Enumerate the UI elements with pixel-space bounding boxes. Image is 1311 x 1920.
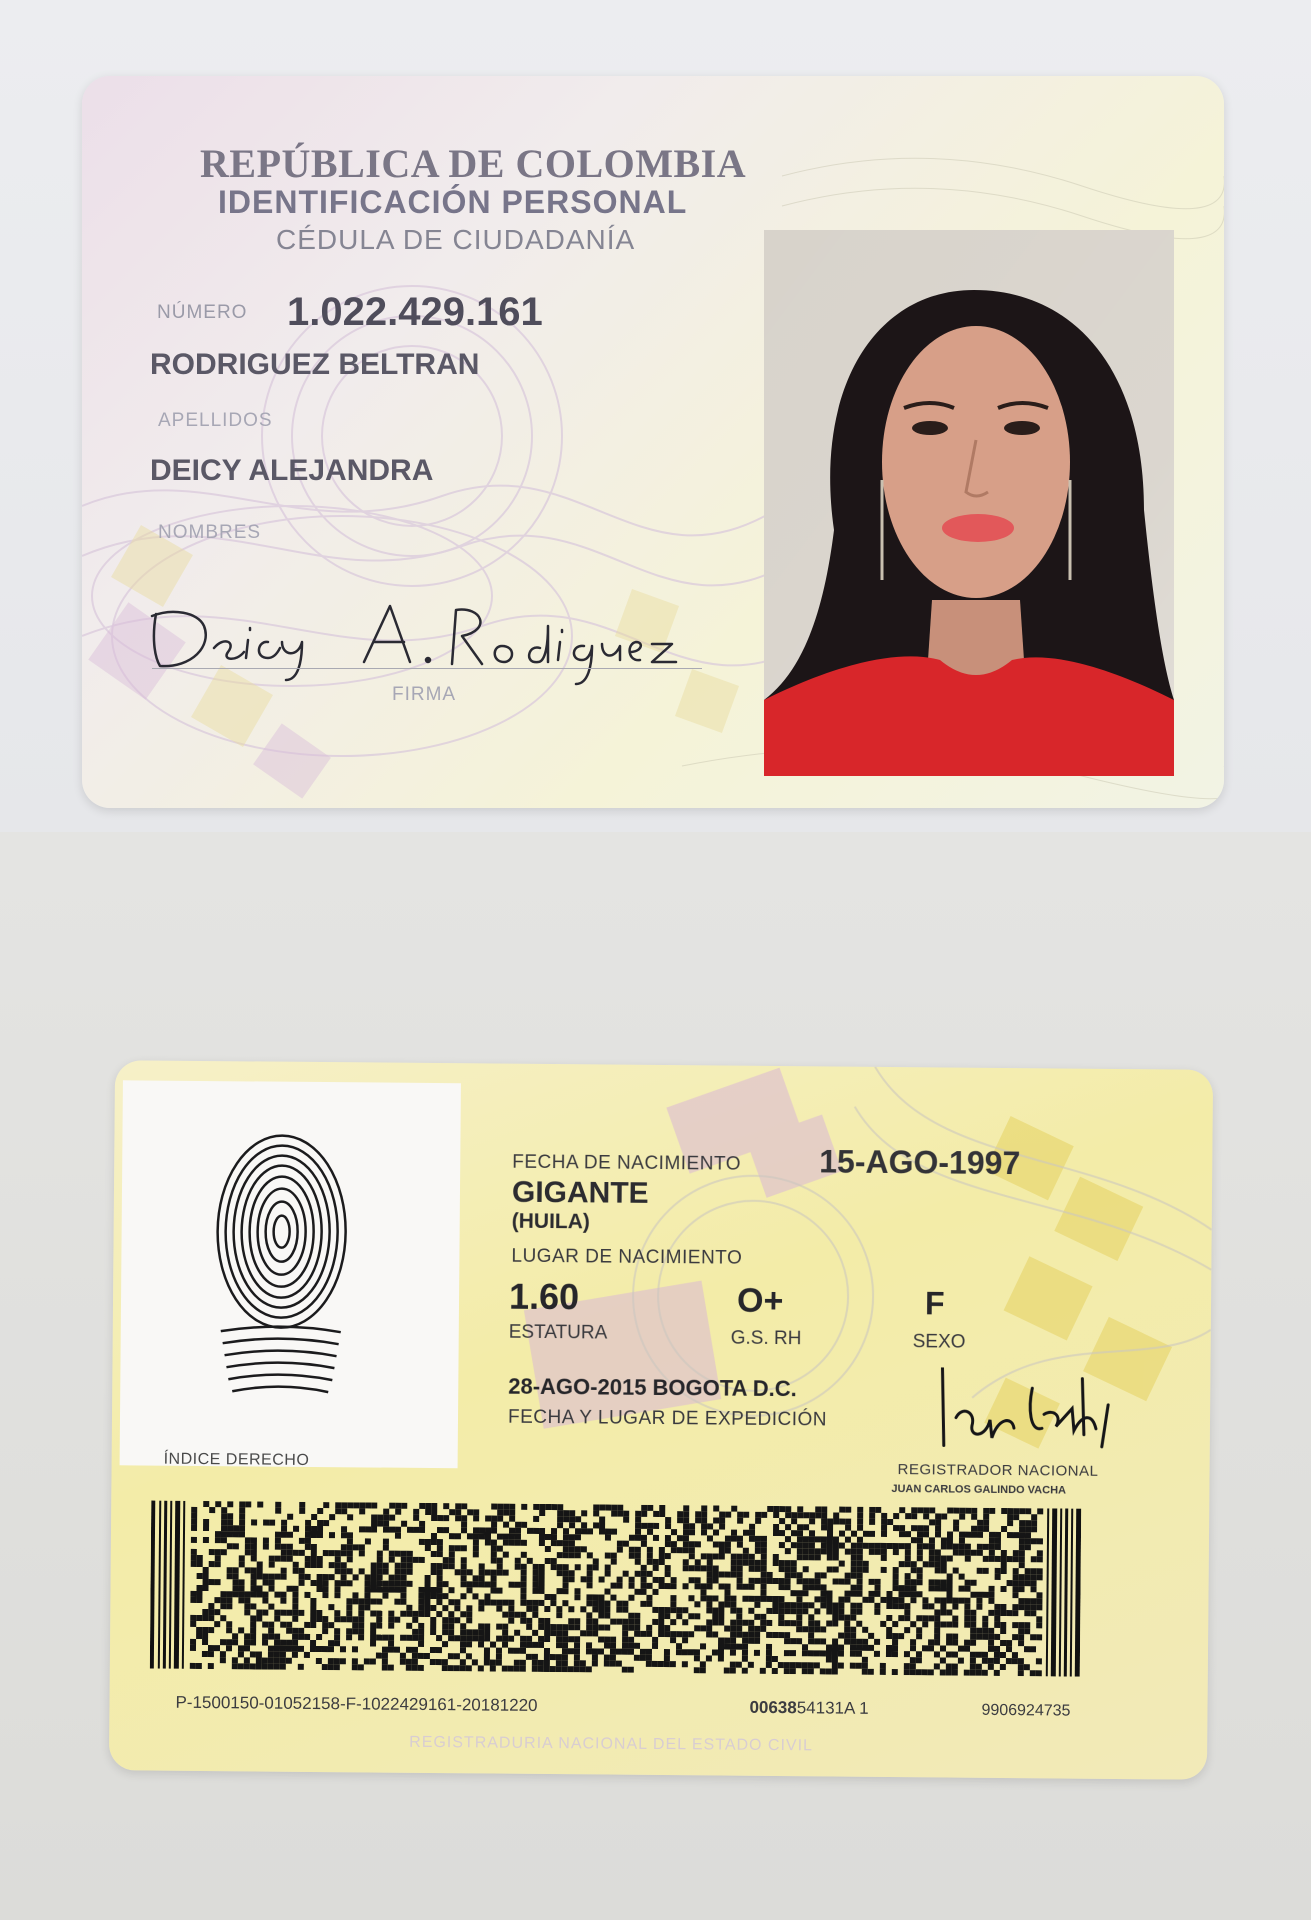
fingerprint-label: ÍNDICE DERECHO	[163, 1450, 310, 1469]
birth-place-region: (HUILA)	[511, 1209, 590, 1234]
id-number: 1.022.429.161	[287, 290, 543, 334]
registrar-title: REGISTRADOR NACIONAL	[897, 1461, 1099, 1480]
id-card-front	[82, 76, 1224, 808]
blood-type-value: O+	[736, 1281, 784, 1321]
registrar-name: JUAN CARLOS GALINDO VACHA	[891, 1483, 1067, 1497]
machine-readable-line: P-1500150-01052158-F-1022429161-20181220	[175, 1692, 538, 1715]
blood-type-label: G.S. RH	[730, 1327, 802, 1350]
issue-label: FECHA Y LUGAR DE EXPEDICIÓN	[507, 1406, 828, 1431]
birth-date-label: FECHA DE NACIMIENTO	[512, 1151, 742, 1175]
serial-code-rest: 54131A 1	[796, 1698, 869, 1718]
id-card-back	[109, 1060, 1213, 1780]
holder-photo	[764, 230, 1174, 776]
pdf417-barcode	[150, 1501, 1081, 1677]
serial-code	[749, 1698, 868, 1719]
fingerprint-panel	[120, 1080, 461, 1468]
given-names: DEICY ALEJANDRA	[150, 454, 434, 487]
control-code: 9906924735	[981, 1701, 1071, 1720]
holder-signature	[132, 576, 732, 686]
given-names-label: NOMBRES	[158, 522, 262, 543]
sex-label: SEXO	[912, 1331, 966, 1353]
serial-code-bold: 00638	[749, 1697, 797, 1718]
surnames: RODRIGUEZ BELTRAN	[150, 348, 480, 381]
number-label: NÚMERO	[157, 302, 248, 323]
registry-watermark: REGISTRADURIA NACIONAL DEL ESTADO CIVIL	[409, 1733, 814, 1755]
country-title: REPÚBLICA DE COLOMBIA	[200, 141, 747, 186]
surnames-label: APELLIDOS	[158, 410, 273, 431]
birth-place: GIGANTE	[511, 1175, 649, 1210]
sex-value: F	[924, 1285, 945, 1322]
birth-place-label: LUGAR DE NACIMIENTO	[511, 1245, 743, 1269]
height-label: ESTATURA	[508, 1321, 608, 1344]
registrar-signature	[932, 1367, 1123, 1461]
document-subtype: CÉDULA DE CIUDADANÍA	[276, 224, 636, 255]
signature-label: FIRMA	[392, 684, 457, 705]
issue-date-place: 28-AGO-2015 BOGOTA D.C.	[508, 1373, 797, 1402]
height-value: 1.60	[508, 1275, 580, 1318]
fingerprint-image	[210, 1121, 352, 1402]
birth-date: 15-AGO-1997	[819, 1143, 1021, 1182]
signature-line	[152, 668, 702, 669]
document-type: IDENTIFICACIÓN PERSONAL	[218, 184, 688, 220]
